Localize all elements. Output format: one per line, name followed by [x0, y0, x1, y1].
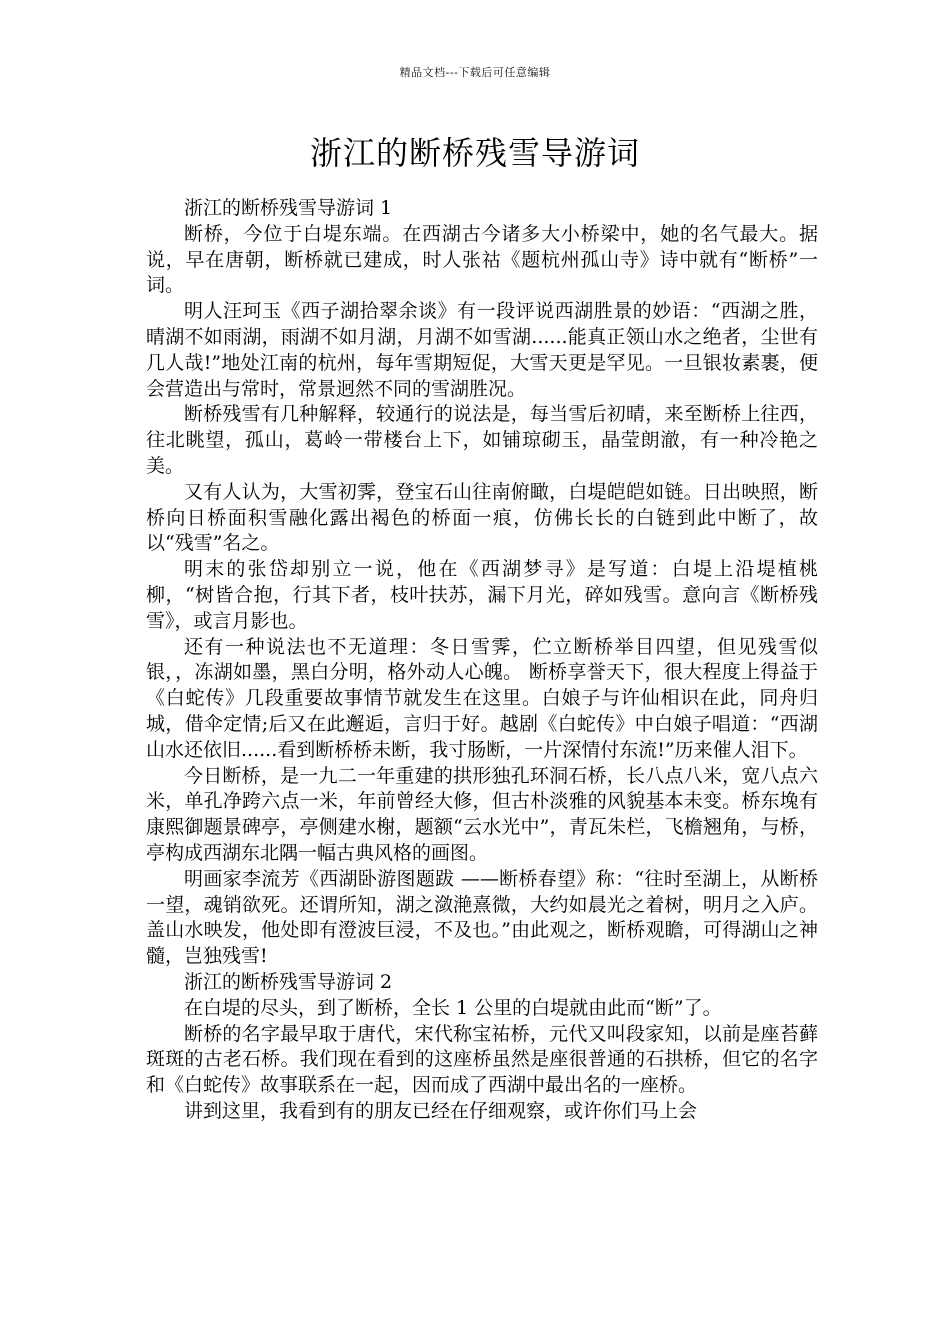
paragraph: 今日断桥，是一九二一年重建的拱形独孔环洞石桥，长八点八米，宽八点六米，单孔净跨六点一米，年前曾经大修，但古朴淡雅的风貌基本未变。桥东堍有康熙御题景碑亭，亭侧建水榭，题额“云水光中”，青瓦朱栏，飞檐翘角，与桥，亭构成西湖东北隅一幅古典风格的画图。	[146, 764, 818, 864]
paragraph: 断桥的名字最早取于唐代，宋代称宝祐桥，元代又叫段家知，以前是座苔藓斑斑的古老石桥。我们现在看到的这座桥虽然是座很普通的石拱桥，但它的名字和《白蛇传》故事联系在一起，因而成了西湖中最出名的一座桥。	[146, 1022, 818, 1097]
document-body	[146, 196, 818, 1125]
paragraph: 断桥，今位于白堤东端。在西湖古今诸多大小桥梁中，她的名气最大。据说，早在唐朝，断桥就已建成，时人张祜《题杭州孤山寺》诗中就有“断桥”一词。	[146, 222, 818, 297]
paragraph: 断桥残雪有几种解释，较通行的说法是，每当雪后初晴，来至断桥上往西，往北眺望，孤山，葛岭一带楼台上下，如铺琼砌玉，晶莹朗澈，有一种冷艳之美。	[146, 403, 818, 477]
paragraph: 明画家李流芳《西湖卧游图题跋 ——断桥春望》称：“往时至湖上，从断桥一望，魂销欲死。还谓所知，湖之潋滟熹微，大约如晨光之着树，明月之入庐。盖山水映发，他处即有澄波巨浸，不及也。”由此观之，断桥观瞻，可得湖山之神髓，岂独残雪!	[146, 867, 818, 968]
paragraph: 还有一种说法也不无道理：冬日雪霁，伫立断桥举目四望，但见残雪似银，，冻湖如墨，黑白分明，格外动人心魄。 断桥享誉天下，很大程度上得益于《白蛇传》几段重要故事情节就发生在这里。白娘子与许仙相识在此，同舟归城，借伞定情;后又在此邂逅，言归于好。越剧《白蛇传》中白娘子唱道：“西湖山水还依旧......看到断桥桥未断，我寸肠断，一片深情付东流!”历来催人泪下。	[146, 635, 818, 761]
page-header-note: 精品文档---下载后可任意编辑	[399, 66, 551, 79]
paragraph: 讲到这里，我看到有的朋友已经在仔细观察，或许你们马上会	[184, 1099, 698, 1122]
paragraph: 浙江的断桥残雪导游词 1	[184, 197, 393, 219]
paragraph: 浙江的断桥残雪导游词 2	[184, 970, 393, 993]
paragraph: 在白堤的尽头，到了断桥，全长 1 公里的白堤就由此而“断”了。	[184, 996, 722, 1019]
paragraph: 明人汪珂玉《西子湖拾翠余谈》有一段评说西湖胜景的妙语：“西湖之胜，晴湖不如雨湖，雨湖不如月湖，月湖不如雪湖......能真正领山水之绝者，尘世有几人哉!”地处江南的杭州，每年雪期短促，大雪天更是罕见。一旦银妆素裹，便会营造出与常时，常景迥然不同的雪湖胜况。	[146, 300, 818, 400]
paragraph: 又有人认为，大雪初霁，登宝石山往南俯瞰，白堤皑皑如链。日出映照，断桥向日桥面积雪融化露出褐色的桥面一痕，仿佛长长的白链到此中断了，故以“残雪”名之。	[146, 480, 818, 555]
document-title: 浙江的断桥残雪导游词	[309, 134, 640, 172]
paragraph: 明末的张岱却别立一说，他在《西湖梦寻》是写道：白堤上沿堤植桃柳，“树皆合抱，行其下者，枝叶扶苏，漏下月光，碎如残雪。意向言《断桥残雪》，或言月影也。	[146, 558, 818, 632]
